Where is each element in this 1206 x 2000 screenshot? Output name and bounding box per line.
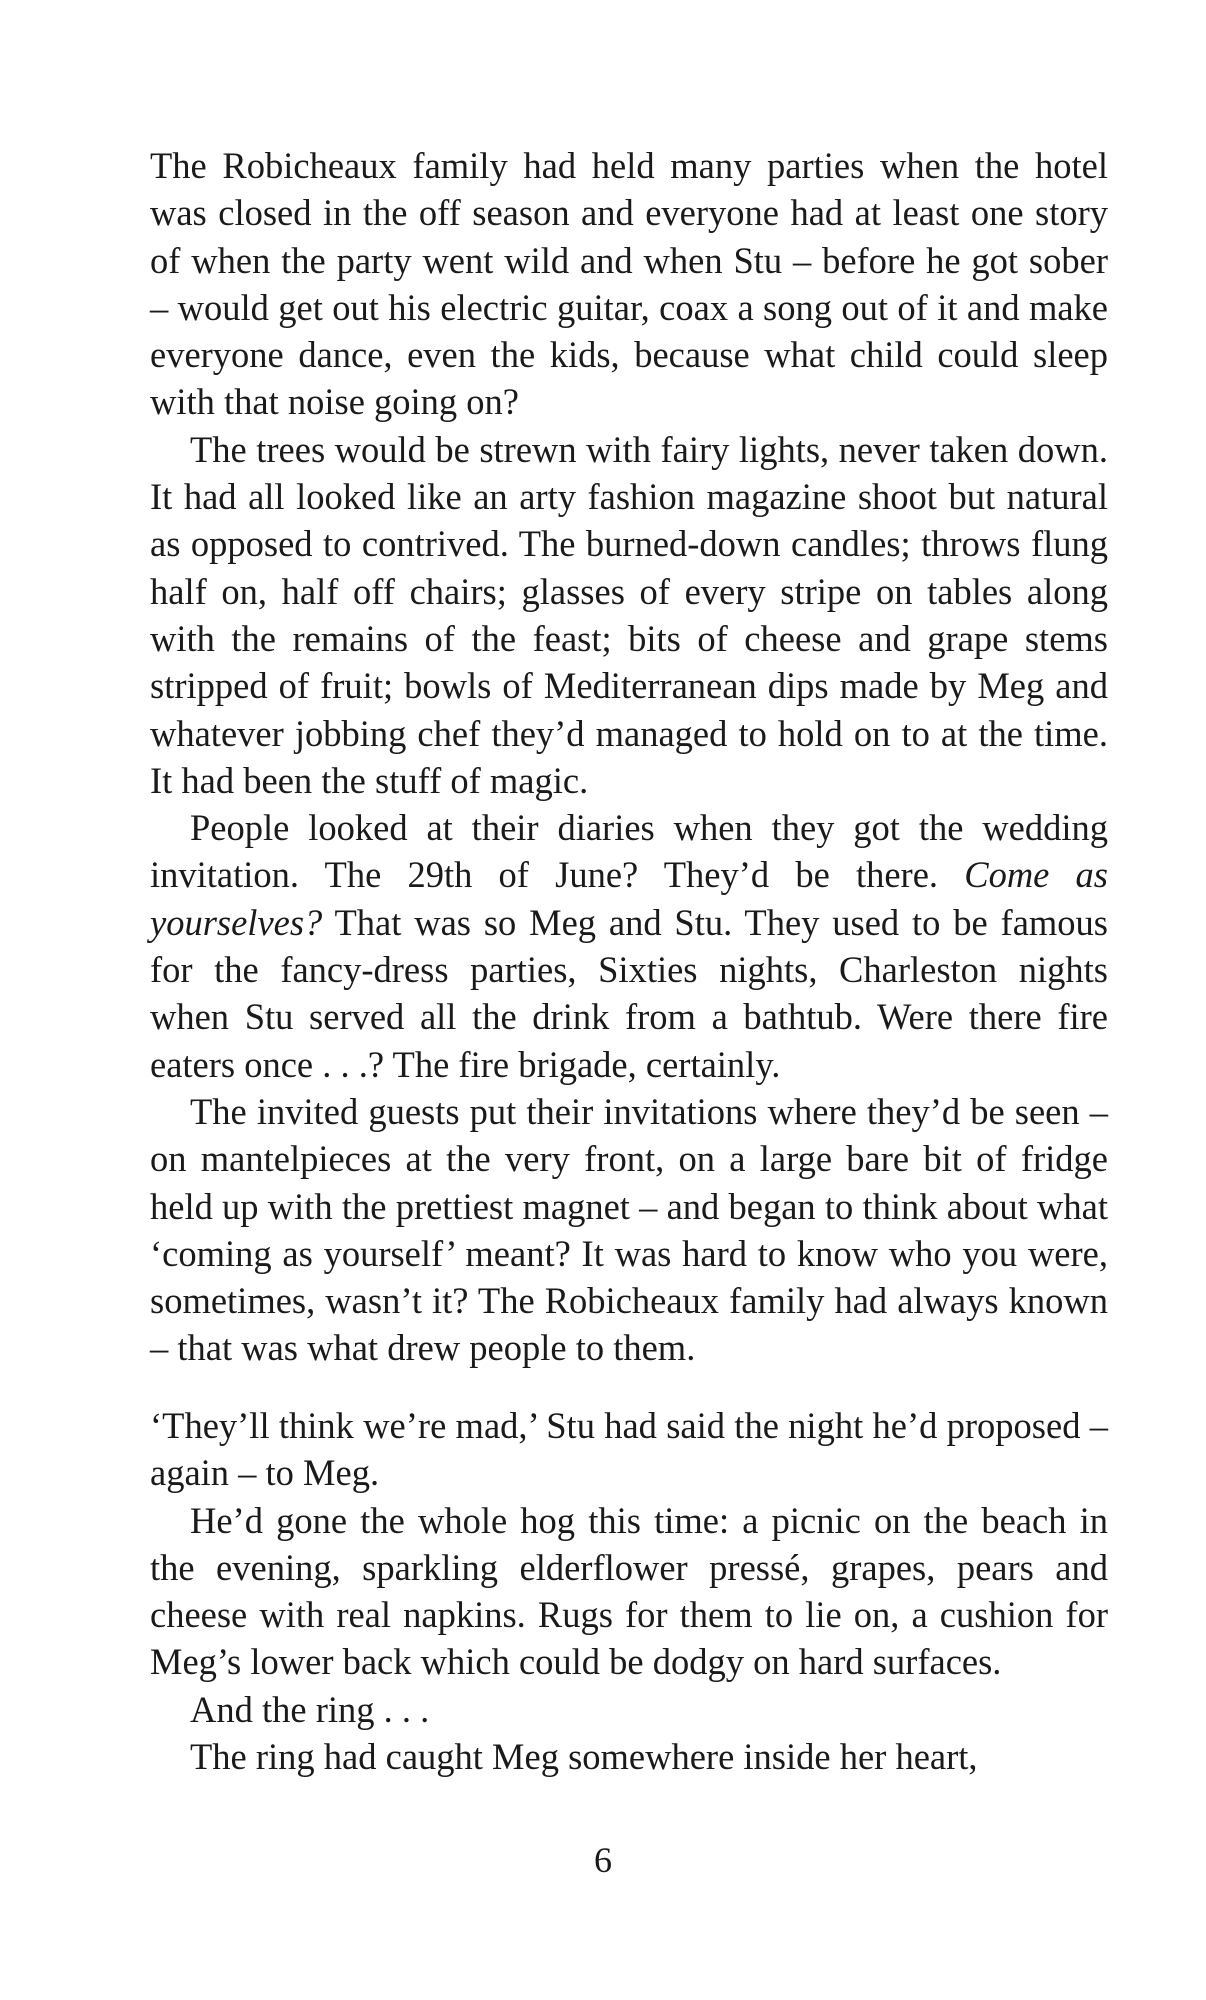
text-section-1 — [150, 142, 1108, 1372]
paragraph: The invited guests put their invitations where they’d be seen – on mantelpieces at the very front, on a large bare bit of fridge held up with the prettiest magnet – and began to think about what ‘coming as yourself’ meant? It was hard to know who you were, sometimes, wasn’t it? The Robicheaux family had always known – that was what drew people to them. — [150, 1090, 1108, 1369]
paragraph: People looked at their diaries when they got the wedding invitation. The 29th of June? They’d be there. Come as yourselves? That was so Meg and Stu. They used to be famous for the fancy-dress parties, Sixties nights, Charleston nights when Stu served all the drink from a bathtub. Were there fire eaters once . . .? The fire brigade, certainly. — [150, 807, 1109, 1085]
text-section-2 — [150, 1402, 1108, 1780]
paragraph: He’d gone the whole hog this time: a picnic on the beach in the evening, sparkling elderflower pressé, grapes, pears and cheese with real napkins. Rugs for them to lie on, a cushion for Meg’s lower back which could be dodgy on hard surfaces. — [150, 1499, 1108, 1683]
italic-phrase: Come as yourselves? — [150, 854, 1109, 943]
page-number: 6 — [594, 1840, 612, 1880]
paragraph: The ring had caught Meg somewhere inside her heart, — [190, 1736, 978, 1778]
paragraph: ‘They’ll think we’re mad,’ Stu had said the night he’d proposed – again – to Meg. — [150, 1405, 1108, 1494]
paragraph: The Robicheaux family had held many parties when the hotel was closed in the off season and everyone had at least one story of when the party went wild and when Stu – before he got sober – would get out his electric guitar, coax a song out of it and make everyone dance, even the kids, because what child could sleep with that noise going on? — [150, 145, 1108, 423]
paragraph: And the ring . . . — [190, 1688, 430, 1730]
paragraph: The trees would be strewn with fairy lights, never taken down. It had all looked like an arty fashion magazine shoot but natural as opposed to contrived. The burned-down candles; throws flung half on, half off chairs; glasses of every stripe on tables along with the remains of the feast; bits of cheese and grape stems stripped of fruit; bowls of Mediterranean dips made by Meg and whatever jobbing chef they’d managed to hold on to at the time. It had been the stuff of magic. — [150, 428, 1108, 801]
